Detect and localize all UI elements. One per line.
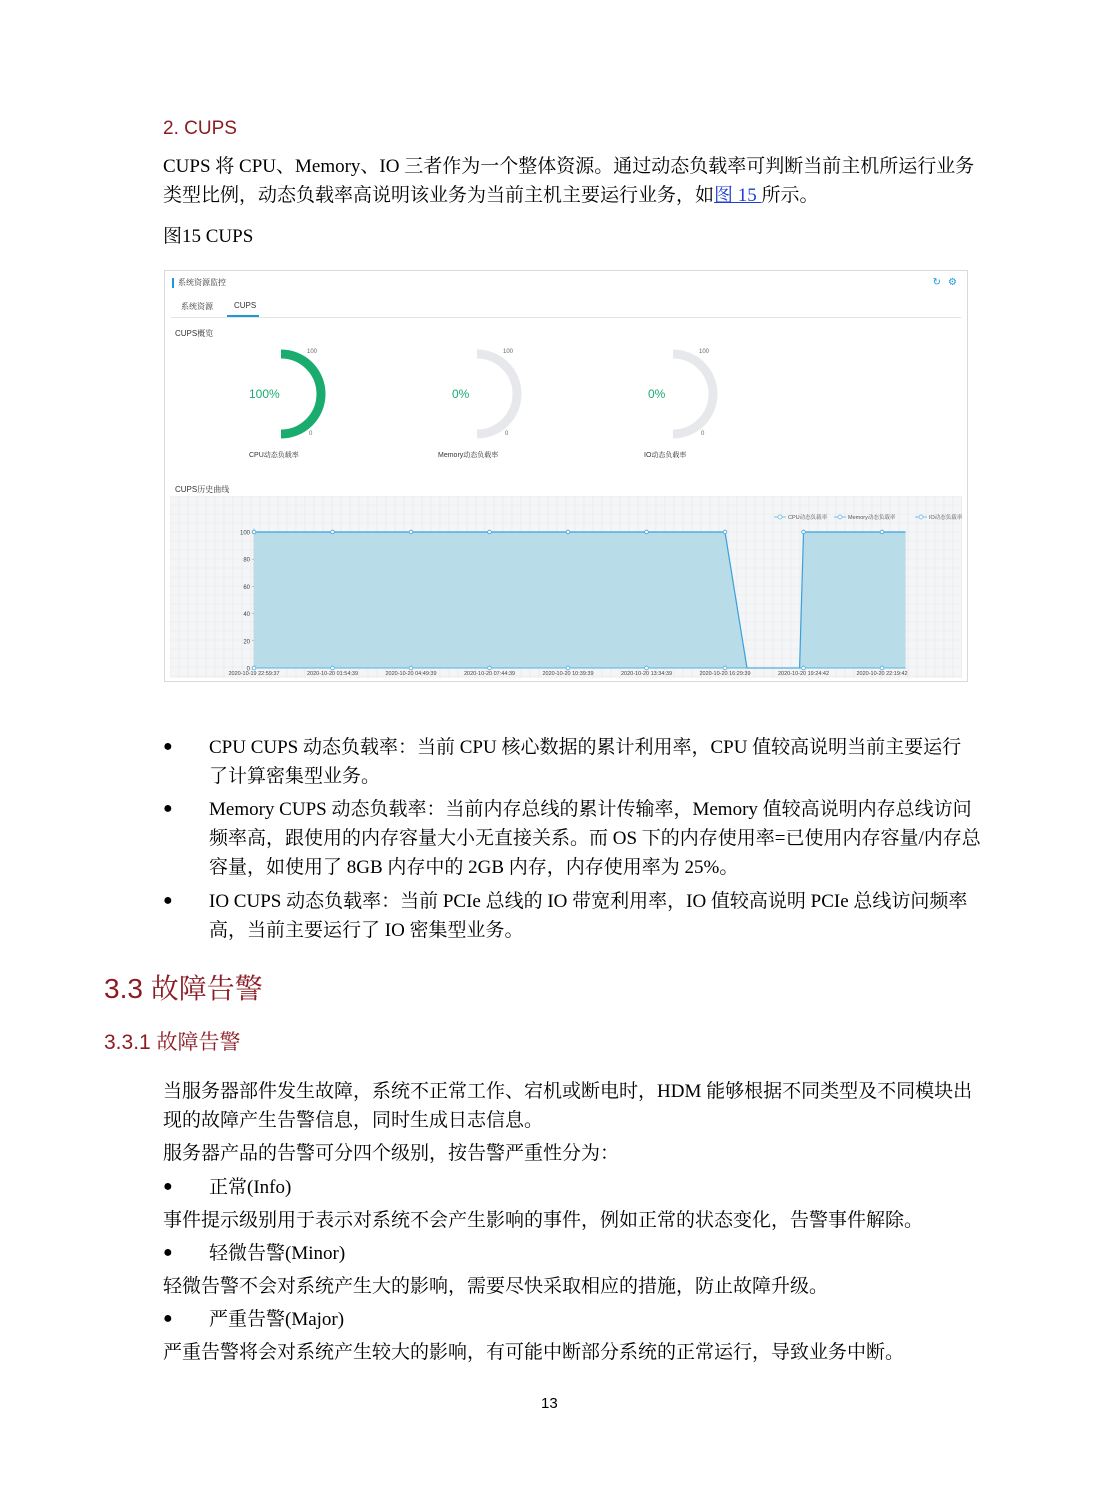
level-info: 正常(Info) [209, 1177, 292, 1198]
intro-paragraph [163, 152, 1013, 210]
y-tick-label: 20 [243, 639, 250, 646]
cpu-series-point [488, 530, 492, 534]
history-title: CUPS历史曲线 [175, 485, 230, 494]
cpu-series-point [409, 530, 413, 534]
bullet-dot: ● [163, 892, 173, 909]
io-gauge [645, 349, 755, 459]
bullet-line: 频率高，跟使用的内存容量大小无直接关系。而 OS 下的内存使用率=已使用内存容量/内存总 [209, 828, 981, 849]
cpu-gauge-value: 100% [249, 387, 280, 401]
gauge-max-label: 100 [699, 349, 710, 355]
x-tick-label: 2020-10-20 19:24:42 [777, 671, 830, 677]
figure-link[interactable]: 图 15 [714, 185, 762, 206]
x-tick-label: 2020-10-20 13:34:39 [620, 671, 673, 677]
io-series-point [331, 666, 335, 670]
level-major: 严重告警(Major) [209, 1309, 345, 1330]
level-info-desc: 事件提示级别用于表示对系统不会产生影响的事件，例如正常的状态变化，告警事件解除。 [163, 1210, 924, 1231]
cpu-gauge [253, 349, 363, 459]
bullet-memory [209, 795, 999, 882]
section-heading: 2. CUPS [163, 118, 237, 139]
level-minor: 轻微告警(Minor) [209, 1243, 346, 1264]
bullet-dot: ● [163, 1310, 173, 1327]
legend-label: IO动态负载率 [929, 515, 962, 521]
x-tick-label: 2020-10-20 04:49:39 [385, 671, 437, 677]
io-gauge-value: 0% [648, 387, 666, 401]
gauge-min-label: 0 [701, 431, 705, 437]
cpu-series-point [566, 530, 570, 534]
paragraph-line: 当服务器部件发生故障，系统不正常工作、宕机或断电时，HDM 能够根据不同类型及不同模块出 [163, 1081, 973, 1102]
legend-marker-point [919, 515, 923, 519]
history-chart [170, 496, 962, 678]
bullet-dot: ● [163, 1178, 173, 1195]
page-number: 13 [541, 1395, 558, 1412]
io-series-point [488, 666, 492, 670]
cpu-series-point [880, 530, 884, 534]
intro-line-2 [163, 181, 1013, 210]
paragraph-line: 现的故障产生告警信息，同时生成日志信息。 [163, 1110, 544, 1131]
intro-text-end: 所示。 [761, 185, 819, 206]
bullet-line: Memory CUPS 动态负载率：当前内存总线的累计传输率，Memory 值较高说明内存总线访问 [209, 799, 972, 820]
heading-3-3: 3.3 故障告警 [104, 973, 263, 1004]
io-series-point [409, 666, 413, 670]
cpu-series-point [802, 530, 806, 534]
bullet-line: IO CUPS 动态负载率：当前 PCIe 总线的 IO 带宽利用率，IO 值较高说明 PCIe 总线访问频率 [209, 891, 968, 912]
x-tick-label: 2020-10-20 16:29:39 [699, 671, 751, 677]
cpu-series-point [252, 530, 256, 534]
bullet-cpu [209, 733, 999, 791]
legend-marker-point [778, 515, 782, 519]
x-tick-label: 2020-10-20 07:44:39 [463, 671, 516, 677]
figure-caption: 图15 CUPS [163, 226, 254, 247]
io-gauge-label: IO动态负载率 [644, 452, 687, 459]
cpu-series-point [331, 530, 335, 534]
bullet-line: 高，当前主要运行了 IO 密集型业务。 [209, 920, 524, 941]
gauge-min-label: 0 [505, 431, 509, 437]
y-tick-label: 0 [246, 666, 250, 673]
x-tick-label: 2020-10-20 01:54:39 [306, 671, 359, 677]
heading-3-3-1: 3.3.1 故障告警 [104, 1031, 241, 1054]
y-tick-label: 80 [243, 557, 250, 564]
bullet-line: 容量，如使用了 8GB 内存中的 2GB 内存，内存使用率为 25%。 [209, 857, 739, 878]
bullet-line: CPU CUPS 动态负载率：当前 CPU 核心数据的累计利用率，CPU 值较高说明当前主要运行 [209, 737, 962, 758]
io-series-point [566, 666, 570, 670]
panel-title: 系统资源监控 [178, 278, 226, 287]
io-series-point [880, 666, 884, 670]
io-series-point [802, 666, 806, 670]
bullet-dot: ● [163, 1244, 173, 1261]
bullet-dot: ● [163, 800, 173, 817]
io-series-point [252, 666, 256, 670]
cpu-series-point [645, 530, 649, 534]
bullet-io [209, 887, 999, 945]
cpu-series-area [254, 532, 906, 668]
tab-divider [171, 317, 961, 318]
alarm-paragraph-1 [163, 1077, 1013, 1135]
io-series-point [723, 666, 727, 670]
x-tick-label: 2020-10-20 10:39:39 [542, 671, 594, 677]
y-tick-label: 100 [239, 530, 250, 537]
gauge-max-label: 100 [503, 349, 514, 355]
panel-title-accent [172, 278, 174, 288]
legend-label: Memory动态负载率 [848, 515, 896, 521]
cpu-gauge-arc [253, 349, 363, 459]
cups-figure [164, 270, 968, 682]
cpu-series-point [723, 530, 727, 534]
memory-gauge-label: Memory动态负载率 [438, 452, 499, 459]
alarm-paragraph-2: 服务器产品的告警可分四个级别，按告警严重性分为： [163, 1143, 620, 1164]
io-gauge-arc [645, 349, 755, 459]
tab-system-resources[interactable]: 系统资源 [181, 302, 213, 311]
tab-cups[interactable]: CUPS [234, 301, 257, 310]
memory-gauge-value: 0% [452, 387, 470, 401]
y-tick-label: 60 [243, 584, 250, 591]
io-series-point [645, 666, 649, 670]
overview-title: CUPS概览 [175, 329, 214, 338]
bullet-line: 了计算密集型业务。 [209, 766, 381, 787]
legend-label: CPU动态负载率 [788, 515, 828, 521]
y-tick-label: 40 [243, 612, 250, 619]
x-tick-label: 2020-10-20 22:19:42 [856, 671, 908, 677]
settings-icon[interactable]: ⚙ [948, 277, 957, 288]
intro-line-1: CUPS 将 CPU、Memory、IO 三者作为一个整体资源。通过动态负载率可判断当前主机所运行业务 [163, 156, 975, 177]
gauge-min-label: 0 [309, 431, 313, 437]
refresh-icon[interactable]: ↻ [932, 277, 941, 288]
intro-text: 类型比例，动态负载率高说明该业务为当前主机主要运行业务，如 [163, 185, 715, 206]
memory-gauge-arc [449, 349, 559, 459]
gauge-max-label: 100 [307, 349, 318, 355]
bullet-dot: ● [163, 738, 173, 755]
x-tick-label: 2020-10-19 22:59:37 [228, 671, 280, 677]
cpu-gauge-label: CPU动态负载率 [249, 452, 299, 459]
level-major-desc: 严重告警将会对系统产生较大的影响，有可能中断部分系统的正常运行，导致业务中断。 [163, 1342, 905, 1363]
level-minor-desc: 轻微告警不会对系统产生大的影响，需要尽快采取相应的措施，防止故障升级。 [163, 1276, 829, 1297]
legend-marker-point [838, 515, 842, 519]
memory-gauge [449, 349, 559, 459]
